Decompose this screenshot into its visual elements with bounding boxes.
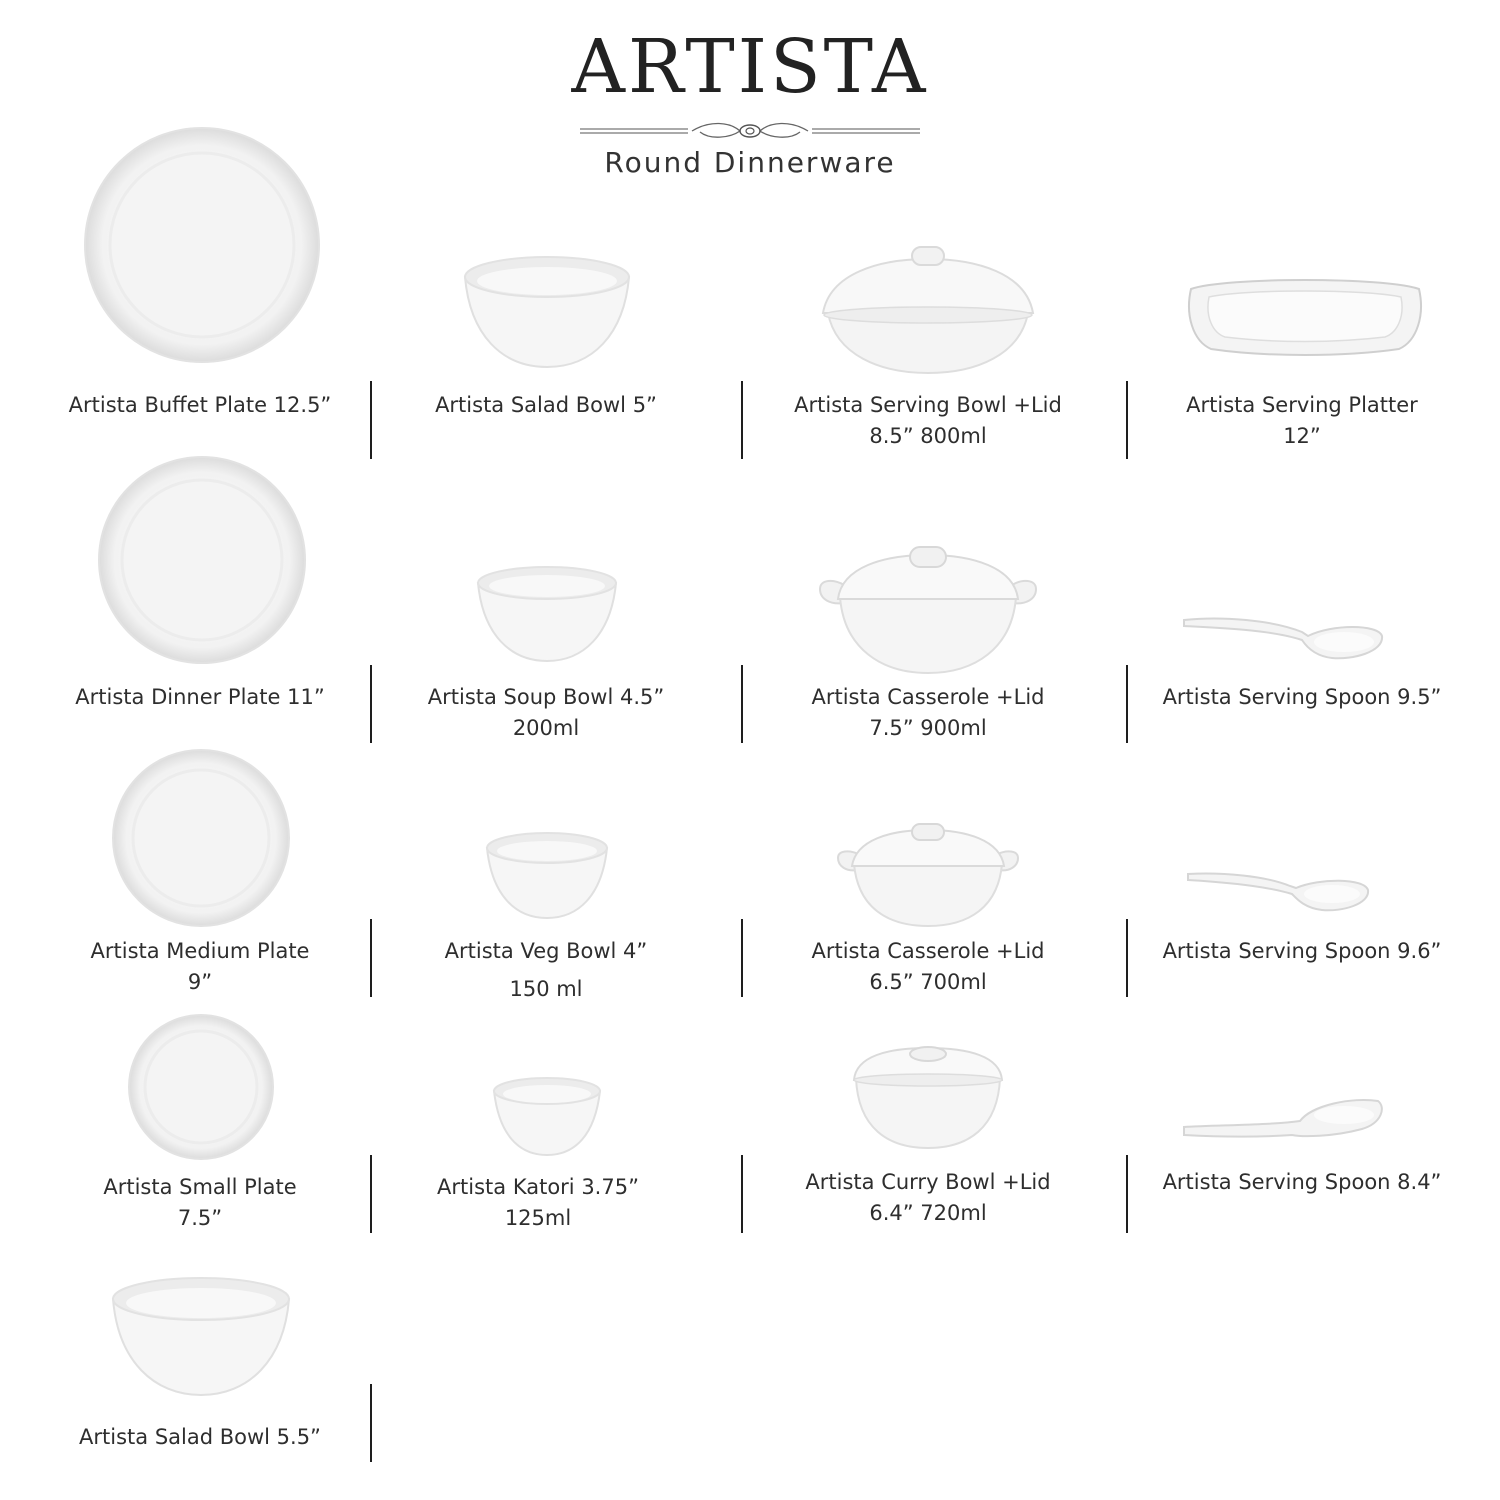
small-plate-icon: [127, 1013, 275, 1161]
product-label-veg-bowl: Artista Veg Bowl 4” 150 ml: [444, 939, 648, 1001]
lidded-bowl-icon: [852, 1042, 1004, 1150]
product-label-serving-spoon-84: Artista Serving Spoon 8.4”: [1162, 1170, 1442, 1194]
spoon-icon: [1182, 612, 1384, 664]
column-divider: [370, 1384, 372, 1462]
product-label-casserole-65: Artista Casserole +Lid 6.5” 700ml: [811, 939, 1045, 994]
product-label-buffet-plate: Artista Buffet Plate 12.5”: [68, 393, 332, 417]
product-label-serving-spoon-96: Artista Serving Spoon 9.6”: [1162, 939, 1442, 963]
column-divider: [741, 919, 743, 997]
platter-icon: [1185, 275, 1425, 357]
casserole-icon: [836, 822, 1020, 928]
spoon-icon: [1186, 866, 1370, 916]
soup-bowl-icon: [475, 565, 619, 663]
product-label-curry-bowl-lid: Artista Curry Bowl +Lid 6.4” 720ml: [805, 1170, 1051, 1225]
dinner-plate-icon: [97, 455, 307, 665]
katori-icon: [491, 1075, 603, 1157]
product-label-small-plate: Artista Small Plate 7.5”: [103, 1175, 297, 1230]
column-divider: [741, 1155, 743, 1233]
page-subtitle: Round Dinnerware: [604, 146, 896, 179]
product-label-salad-bowl-5: Artista Salad Bowl 5”: [435, 393, 657, 417]
column-divider: [741, 665, 743, 743]
casserole-icon: [818, 545, 1038, 675]
product-label-dinner-plate: Artista Dinner Plate 11”: [75, 685, 325, 709]
buffet-plate-icon: [83, 126, 321, 364]
medium-plate-icon: [111, 748, 291, 928]
lidded-bowl-icon: [820, 243, 1036, 375]
column-divider: [741, 381, 743, 459]
product-label-medium-plate: Artista Medium Plate 9”: [90, 939, 310, 994]
salad-bowl-icon: [110, 1275, 292, 1397]
product-label-casserole-75: Artista Casserole +Lid 7.5” 900ml: [811, 685, 1045, 740]
veg-bowl-icon: [484, 830, 610, 920]
product-label-serving-bowl-lid: Artista Serving Bowl +Lid 8.5” 800ml: [794, 393, 1062, 448]
ornament-icon: [580, 120, 920, 142]
salad-bowl-icon: [462, 255, 632, 370]
product-label-serving-spoon-95: Artista Serving Spoon 9.5”: [1162, 685, 1442, 709]
product-label-soup-bowl: Artista Soup Bowl 4.5” 200ml: [427, 685, 665, 740]
spoon-icon: [1182, 1095, 1386, 1141]
product-label-katori: Artista Katori 3.75” 125ml: [437, 1175, 639, 1230]
product-label-salad-bowl-55: Artista Salad Bowl 5.5”: [79, 1425, 321, 1449]
brand-title: ARTISTA: [571, 24, 929, 110]
product-label-serving-platter: Artista Serving Platter 12”: [1186, 393, 1418, 448]
